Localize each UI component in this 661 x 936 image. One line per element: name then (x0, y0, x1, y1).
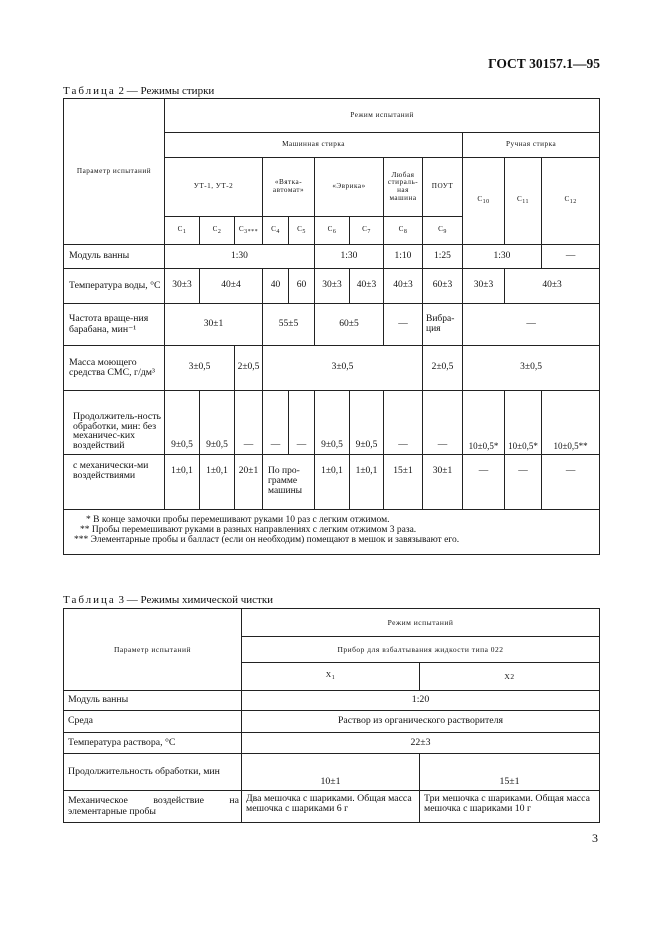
row-label: Частота враще-ния барабана, мин⁻¹ (64, 304, 165, 346)
cell: — (463, 455, 505, 510)
cell: — (423, 391, 463, 455)
code-c7: $С_7$ (350, 217, 384, 245)
machine-ut: УТ-1, УТ-2 (165, 158, 263, 217)
code-c2: $С_2$ (200, 217, 235, 245)
machine-any: Любая стираль-ная машина (384, 158, 423, 217)
row-label: Механическое воздействие на элементарные пробы (64, 791, 242, 823)
code-c6: $С_6$ (315, 217, 350, 245)
code-x2: Х2 (420, 663, 600, 691)
code-c11: $С_{11}$ (505, 158, 542, 245)
cell: Два мешочка с шариками. Общая масса мешочка с шариками 6 г (242, 791, 420, 823)
cell: 40±3 (384, 269, 423, 304)
cell: 55±5 (263, 304, 315, 346)
table2-footnotes (64, 510, 600, 555)
cell: 1±0,1 (200, 455, 235, 510)
code-c8: $С_8$ (384, 217, 423, 245)
cell: Раствор из органического растворителя (242, 711, 600, 733)
row-label: Температура воды, °С (64, 269, 165, 304)
footnote: ** Пробы перемешивают руками в разных направлениях с легким отжимом 3 раза. (80, 524, 417, 535)
cell: — (235, 391, 263, 455)
cell: 3±0,5 (263, 346, 423, 391)
cell: 1:30 (165, 245, 315, 269)
cell: 2±0,5 (423, 346, 463, 391)
row-label: Масса моющего средства СМС, г/дм³ (64, 346, 165, 391)
machine-evrika: «Эврика» (315, 158, 384, 217)
cell: — (542, 455, 600, 510)
machine-pout: ПОУТ (423, 158, 463, 217)
cell: — (463, 304, 600, 346)
cell: 1±0,1 (165, 455, 200, 510)
hand-wash-header: Ручная стирка (463, 133, 600, 158)
code-c3: $С_{3***}$ (235, 217, 263, 245)
cell: Вибра-ция (423, 304, 463, 346)
cell: 60±3 (423, 269, 463, 304)
row-label: с механически-ми воздействиями (64, 455, 165, 510)
cell: 1:10 (384, 245, 423, 269)
cell: 22±3 (242, 733, 600, 754)
row-label: Среда (64, 711, 242, 733)
cell: 9±0,5 (315, 391, 350, 455)
cell: 10±1 (242, 754, 420, 791)
device-header: Прибор для взбалтывания жидкости типа 022 (242, 637, 600, 663)
cell: 60 (289, 269, 315, 304)
document-code: ГОСТ 30157.1—95 (488, 56, 600, 71)
cell: 40±3 (350, 269, 384, 304)
cell: 10±0,5** (542, 391, 600, 455)
cell: 1±0,1 (350, 455, 384, 510)
cell: Три мешочка с шариками. Общая масса мешочка с шариками 10 г (420, 791, 600, 823)
cell: 9±0,5 (200, 391, 235, 455)
cell: — (384, 391, 423, 455)
cell: 10±0,5* (505, 391, 542, 455)
cell: 1:30 (315, 245, 384, 269)
row-label: Продолжительность обработки, мин (64, 754, 242, 791)
cell: — (384, 304, 423, 346)
table2-caption: Таблица 2 — Режимы стирки (63, 85, 215, 97)
code-c1: $С_1$ (165, 217, 200, 245)
cell: 30±3 (165, 269, 200, 304)
page-number: 3 (592, 831, 598, 845)
code-c5: $С_5$ (289, 217, 315, 245)
cell: 1±0,1 (315, 455, 350, 510)
cell: 3±0,5 (463, 346, 600, 391)
row-label: Продолжитель-ность обработки, мин: без механичес-ких воздействий (64, 391, 165, 455)
row-label: Модуль ванны (64, 691, 242, 711)
cell: — (289, 391, 315, 455)
cell: 1:30 (463, 245, 542, 269)
code-c4: $С_4$ (263, 217, 289, 245)
cell: — (505, 455, 542, 510)
row-label: Модуль ванны (64, 245, 165, 269)
param-header: Параметр испытаний (64, 99, 165, 245)
cell: 9±0,5 (165, 391, 200, 455)
mode-header: Режим испытаний (165, 99, 600, 133)
machine-vyatka: «Вятка-автомат» (263, 158, 315, 217)
washing-modes-table (63, 98, 600, 555)
cell: 9±0,5 (350, 391, 384, 455)
cell: 40±4 (200, 269, 263, 304)
machine-wash-header: Машинная стирка (165, 133, 463, 158)
cell: 40 (263, 269, 289, 304)
cell: 30±3 (315, 269, 350, 304)
table3-caption: Таблица 3 — Режимы химической чистки (63, 594, 274, 606)
cell: 30±1 (165, 304, 263, 346)
code-c10: $С_{10}$ (463, 158, 505, 245)
dry-cleaning-table (63, 608, 600, 823)
mode-header: Режим испытаний (242, 609, 600, 637)
cell: 1:25 (423, 245, 463, 269)
footnote: *** Элементарные пробы и балласт (если он необходим) помещают в мешок и завязывают его. (74, 534, 460, 545)
cell: 15±1 (420, 754, 600, 791)
cell: 1:20 (242, 691, 600, 711)
cell: — (263, 391, 289, 455)
cell: 2±0,5 (235, 346, 263, 391)
cell: — (542, 245, 600, 269)
cell: 3±0,5 (165, 346, 235, 391)
param-header: Параметр испытаний (64, 609, 242, 691)
cell: 15±1 (384, 455, 423, 510)
code-c9: $С_9$ (423, 217, 463, 245)
code-c12: $С_{12}$ (542, 158, 600, 245)
cell: 40±3 (505, 269, 600, 304)
cell: 30±1 (423, 455, 463, 510)
row-label: Температура раствора, °С (64, 733, 242, 754)
cell: 20±1 (235, 455, 263, 510)
cell: 10±0,5* (463, 391, 505, 455)
cell: 60±5 (315, 304, 384, 346)
code-x1: $Х_1$ (242, 663, 420, 691)
footnote: * В конце замочки пробы перемешивают руками 10 раз с легким отжимом. (86, 515, 390, 525)
cell: 30±3 (463, 269, 505, 304)
cell: По про-грамме машины (263, 455, 315, 510)
